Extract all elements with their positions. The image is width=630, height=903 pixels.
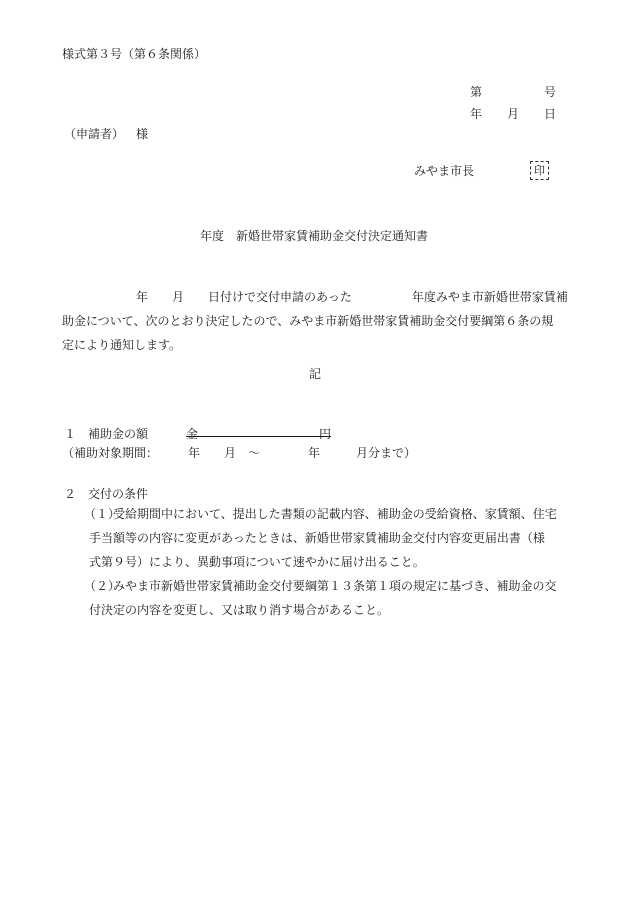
condition-line: 受給期間中において、提出した書類の記載内容、補助金の受給資格、家賃額、住宅 xyxy=(113,507,557,521)
title-fiscal-year: 年度 xyxy=(200,229,225,243)
issuer-name: みやま市長 xyxy=(414,164,475,178)
body-line: 助金について、次のとおり決定したので、みやま市新婚世帯家賃補助金交付要綱第６条の規 xyxy=(62,314,554,328)
subsidy-period: （補助対象期間： 年 月 ～ 年 月分まで） xyxy=(62,446,417,460)
condition-line: 付決定の内容を変更し、又は取り消す場合があること。 xyxy=(89,603,390,617)
date-month: 月 xyxy=(507,107,520,121)
conditions-list xyxy=(62,502,572,622)
amount-yen: 円 xyxy=(319,427,332,441)
condition-line: 手当額等の内容に変更があったときは、新婚世帯家賃補助金交付内容変更届出書（様 xyxy=(89,531,545,545)
body-line: 定により通知します。 xyxy=(62,338,182,352)
applicant-label: （申請者） xyxy=(64,127,125,141)
condition-item xyxy=(62,574,572,622)
applicant-honorific: 様 xyxy=(136,127,149,141)
condition-number: （２） xyxy=(84,579,121,593)
amount-kin: 金 xyxy=(186,427,199,441)
date-day: 日 xyxy=(544,107,557,121)
condition-line: 式第９号）により、異動事項について速やかに届け出ること。 xyxy=(89,555,425,569)
document-number-suffix: 号 xyxy=(544,85,557,99)
form-label: 様式第３号（第６条関係） xyxy=(62,47,207,61)
condition-line: みやま市新婚世帯家賃補助金交付要綱第１３条第１項の規定に基づき、補助金の交 xyxy=(113,579,557,593)
document-number-prefix: 第 xyxy=(470,85,483,99)
notice-body xyxy=(62,285,570,357)
body-line: 年 月 日付けで交付申請のあった 年度みやま市新婚世帯家賃補 xyxy=(136,290,568,304)
date-year: 年 xyxy=(470,107,483,121)
section2-label: ２ 交付の条件 xyxy=(64,487,149,501)
condition-number: （１） xyxy=(84,507,121,521)
condition-item xyxy=(62,502,572,574)
amount-underline xyxy=(186,436,331,437)
page-title: 新婚世帯家賃補助金交付決定通知書 xyxy=(236,229,429,243)
ki-heading: 記 xyxy=(309,367,322,381)
section1-label: １ 補助金の額 xyxy=(64,427,149,441)
seal-stamp: 印 xyxy=(530,161,549,180)
